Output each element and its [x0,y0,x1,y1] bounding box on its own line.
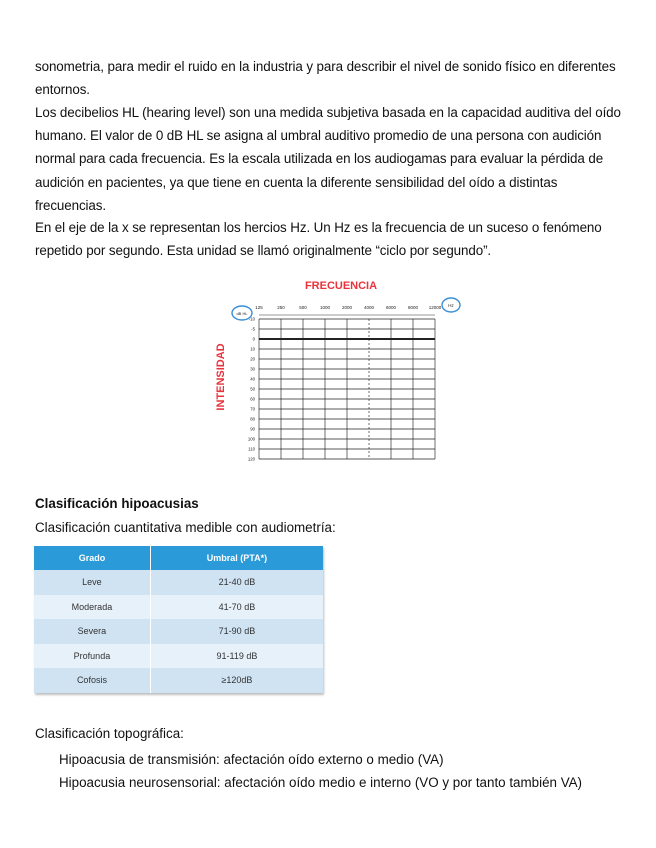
grade-cell: Severa [34,619,150,644]
hearing-loss-table [34,546,323,693]
freq-tick-label: 2000 [341,305,353,310]
level-tick-label: 50 [250,386,255,392]
table-row [34,570,323,595]
table-header-row [34,546,323,570]
table-row [34,595,323,620]
paragraph-decibels-hl: Los decibelios HL (hearing level) son una medida subjetiva basada en la capacidad auditiva del oído humano. El valor de 0 dB HL se asigna al umbral auditivo promedio de una persona con audición normal para cada frecuencia. Es la escala utilizada en los audiogamas para evaluar la pérdida de audición en pacientes, ya que tiene en cuenta la diferente sensibilidad del oído a distintas frecuencias. [35,105,621,213]
level-tick-label: 100 [247,436,255,442]
grade-cell: Profunda [34,644,150,669]
paragraph-hertz: En el eje de la x se representan los hercios Hz. Un Hz es la frecuencia de un suceso o fenómeno repetido por segundo. Esta unidad se llamó originalmente “ciclo por segundo”. [35,220,602,259]
table-row [34,668,323,693]
level-tick-label: 90 [250,426,255,432]
freq-tick-label: 4000 [363,305,375,310]
freq-tick-label: 500 [299,305,307,310]
freq-tick-label: 8000 [407,305,419,310]
table-row [34,644,323,669]
threshold-cell: 71-90 dB [150,619,323,644]
audiogram-chart [205,275,465,465]
freq-tick-label: 250 [277,305,285,310]
topographic-title: Clasificación topográfica: [35,726,184,741]
section-subtitle: Clasificación cuantitativa medible con audiometría: [35,520,336,535]
level-tick-label: 0 [252,336,255,342]
grade-cell: Cofosis [34,668,150,693]
level-tick-label: 80 [250,416,255,422]
freq-tick-label: 12000 [428,305,442,310]
level-tick-label: 10 [250,346,255,352]
topographic-list [35,748,582,794]
paragraph-intro: sonometria, para medir el ruido en la industria y para describir el nivel de sonido físico en diferentes entornos. [35,59,616,98]
list-item: Hipoacusia neurosensorial: afectación oído medio e interno (VO y por tanto también VA) [59,775,583,791]
level-tick-label: 110 [248,446,255,452]
section-title: Clasificación hipoacusias [35,496,199,511]
audiogram-title: FRECUENCIA [304,280,378,292]
freq-tick-label: 1000 [319,305,331,310]
table-row [34,619,323,644]
grade-cell: Leve [34,570,150,595]
level-tick-label: 70 [250,406,255,412]
freq-tick-label: 125 [255,305,263,310]
freq-tick-label: 6000 [385,305,397,310]
level-tick-label: -5 [251,326,255,332]
level-tick-label: 120 [247,456,255,462]
level-tick-label: 60 [250,396,255,402]
level-tick-label: 20 [250,356,255,362]
level-tick-label: -10 [248,316,255,322]
level-tick-label: 30 [250,366,255,372]
threshold-cell: 41-70 dB [150,595,323,620]
level-tick-label: 40 [250,376,255,382]
header-grado: Grado [34,546,150,570]
audiogram-ylabel: INTENSIDAD [215,343,227,411]
list-item: Hipoacusia de transmisión: afectación oído externo o medio (VA) [59,752,444,767]
threshold-cell: 91-119 dB [150,644,323,669]
db-unit-label: dB HL [236,311,248,316]
threshold-cell: 21-40 dB [150,570,323,595]
threshold-cell: ≥120dB [150,668,323,693]
header-umbral: Umbral (PTA*) [150,546,323,570]
grade-cell: Moderada [34,595,150,620]
hz-unit-label: Hz [448,303,454,308]
